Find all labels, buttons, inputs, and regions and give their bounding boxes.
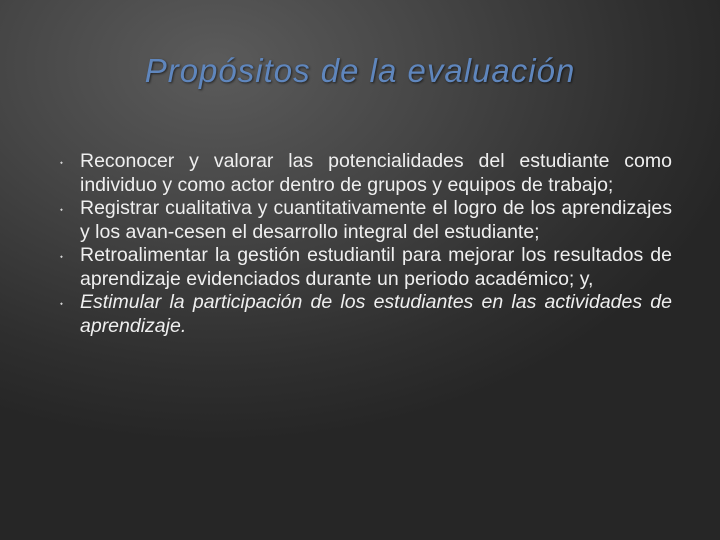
bullet-item <box>60 291 672 338</box>
bullet-text: Estimular la participación de los estudiantes en las actividades de aprendizaje. <box>80 291 672 337</box>
bullet-text: Registrar cualitativa y cuantitativamente el logro de los aprendizajes y los avan-cesen el desarrollo integral del estudiante; <box>80 197 672 243</box>
bullet-text: Retroalimentar la gestión estudiantil para mejorar los resultados de aprendizaje evidenciados durante un periodo académico; y, <box>80 244 672 290</box>
slide-title: Propósitos de la evaluación <box>144 52 576 89</box>
bullet-icon: ⬩ <box>60 252 63 261</box>
bullet-icon: ⬩ <box>60 205 63 214</box>
bullet-list <box>60 150 672 338</box>
bullet-item <box>60 197 672 244</box>
bullet-icon: ⬩ <box>60 158 63 167</box>
bullet-item <box>60 150 672 197</box>
bullet-item <box>60 244 672 291</box>
bullet-icon: ⬩ <box>60 299 63 308</box>
bullet-text: Reconocer y valorar las potencialidades del estudiante como individuo y como actor dentro de grupos y equipos de trabajo; <box>80 150 672 196</box>
